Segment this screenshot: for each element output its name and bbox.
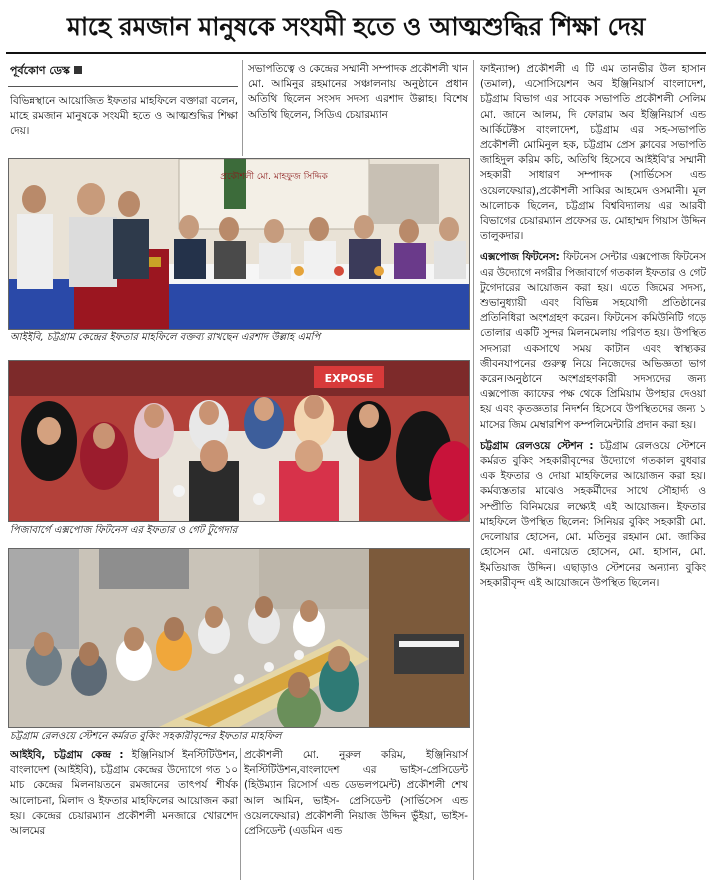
column-divider (473, 60, 474, 880)
photo-expose-fitness (8, 360, 470, 522)
expose-text: ফিটনেস সেন্টার এক্সপোজ ফিটনেস এর উদ্যোগে নগরীর পিজাবার্গে গতকাল ইফতার ও গেট টুগেদারের আয়োজন করা হয়। এতে জিমের সদস্য, শুভানুধ্যায়ী এবং বিভিন্ন সহযোগী প্রতিষ্ঠানের প্রতিনিধিরা অংশগ্রহণ করেন। ফিটনেস কমিউনিটি গড়ে তোলার একটি সুন্দর মিলনমেলায় পরিণত হয়। উপস্থিত সদস্যরা একসাথে সময় কাটান এবং স্বাস্থ্যকর জীবনযাপনের গুরুত্ব নিয়ে নিজেদের অভিজ্ঞতা ভাগ করেন।অনুষ্ঠানে অংশগ্রহণকারী সদস্যদের জন্য এক্সপোজ ক্যাফের পক্ষ থেকে প্রিমিয়াম উপহার দেওয়া হয় এবং কৃতজ্ঞতার নিদর্শন হিসেবে উপস্থিতদের জন্য ১ মাসের জিম মেম্বারশিপ কম্পলিমেন্টারি প্রদান করা হয়। (480, 251, 706, 431)
photo-ieb-iftar-image (9, 159, 469, 329)
headline-rule (6, 52, 706, 54)
lead-paragraph (10, 94, 238, 144)
photo3-caption: চট্টগ্রাম রেলওয়ে স্টেশনে কর্মরত বুকিং সহকারীবৃন্দের ইফতার মাহফিল (10, 731, 282, 742)
railway-heading: চট্টগ্রাম রেলওয়ে স্টেশন : (480, 439, 594, 452)
ieb-text: ইঞ্জিনিয়ার্স ইনস্টিটিউশন, বাংলাদেশ (আইইবি), চট্টগ্রাম কেন্দ্রের উদ্যোগে গত ১০ মাচ কেন্দ্রের মিলনায়তনে রমজানের তাৎপর্য শীর্ষক আলোচনা, মিলাদ ও ইফতার মাহফিলের আয়োজন করা হয়। কেন্দ্রের চেয়ারম্যান প্রকৌশলী মনজারে খোরশেদ আলমের (10, 749, 238, 838)
desk-text: পূর্বকোণ ডেস্ক (10, 64, 70, 77)
guests-paragraph (244, 748, 468, 882)
desk-label (10, 62, 82, 81)
lead-text: বিভিন্নস্থানে আয়োজিত ইফতার মাহফিলে বক্তারা বলেন, মাহে রমজান মানুষকে সংযমী হতে ও আত্মশুদ্ধির শিক্ষা দেয়। (10, 95, 238, 138)
ieb-paragraph (10, 748, 238, 882)
desk-rule (8, 86, 238, 87)
headline: মাহে রমজান মানুষকে সংযমী হতে ও আত্মশুদ্ধির শিক্ষা দেয় (66, 12, 646, 41)
photo-expose-fitness-image (9, 361, 469, 521)
mid-top-text: সভাপতিত্বে ও কেন্দ্রের সম্মানী সম্পাদক প্রকৌশলী খান মো. আমিনুর রহমানের সঞ্চালনায় অনুষ্ঠানে প্রধান অতিথি ছিলেন সংসদ সদস্য এরশাদ উল্লাহ। বিশেষ অতিথি ছিলেন, সিডিএ চেয়ারম্যান (248, 63, 468, 121)
ieb-heading: আইইবি, চট্টগ্রাম কেন্দ্র : (10, 749, 124, 761)
right-column (480, 62, 706, 880)
column-divider (242, 60, 243, 156)
mid-top-paragraph (248, 62, 468, 156)
right-para1: ফাইন্যান্স) প্রকৌশলী এ টি এম তানভীর উল হাসান (তমাল), এসোসিয়েশন অব ইঞ্জিনিয়ার্স বাংলাদেশ, চট্টগ্রাম বিভাগ এর সাবেক সভাপতি প্রকৌশলী সেলিম মো. জানে আলম, দি ফোরাম অব ইঞ্জিনিয়ার্স এন্ড আর্কিটেক্টস বাংলাদেশ, চট্টগ্রাম এর সহ-সভাপতি প্রকৌশলী মোমিনুল হক, চট্টগ্রাম প্রেস ক্লাবের সভাপতি জাহিদুল করিম কচি, অতিথি হিসেবে আইইবি'র সম্মানী সহকারী সাধারণ সম্পাদক (সার্ভিসেস এন্ড ওয়েলফেয়ার),প্রকৌশলী সাব্বির আহমেদ ওসমানী। মূল আলোচক ছিলেন, চট্টগ্রাম বিশ্ববিদ্যালয় এর আরবী বিভাগের চেয়ারম্যান প্রফেসর ড. মোহাম্মদ গিয়াস উদ্দিন তালুকদার। (480, 63, 706, 243)
railway-text: চট্টগ্রাম রেলওয়ে স্টেশনে কর্মরত বুকিং সহকারীবৃন্দের উদ্যোগে গতকাল বুধবার এক ইফতার ও দোয়া মাহফিলের আয়োজন করা হয়। কর্মব্যস্ততার মাঝেও সহকর্মীদের সাথে সৌহার্দ্য ও সম্প্রীতি বিনিময়ের লক্ষ্যেই এই আয়োজন। ইফতার মাহফিলে উপস্থিত ছিলেন: সিনিয়র বুকিং সহকারী মো. দেলোয়ার হোসেন, মো. মতিনুর রহমান মো. জাকির হোসেন মো. এনায়েত হোসেন, মো. হাসান, মো. ইমতিয়াজ উদ্দিন। এছাড়াও স্টেশনের অন্যান্য বুকিং সহকারীবৃন্দ এই আয়োজনে উপস্থিত ছিলেন। (480, 439, 706, 589)
photo-railway-iftar-image (9, 549, 469, 727)
expose-heading: এক্সপোজ ফিটনেস: (480, 251, 560, 264)
square-bullet-icon (74, 66, 82, 74)
column-divider (240, 748, 241, 880)
photo2-caption: পিজাবার্গে এক্সপোজ ফিটনেস এর ইফতার ও গেট টুগেদার (10, 525, 238, 536)
guests-text: প্রকৌশলী মো. নুরুল করিম, ইঞ্জিনিয়ার্স ইনস্টিটিউশন,বাংলাদেশ এর ভাইস-প্রেসিডেন্ট (হিউম্যান রিসোর্স এন্ড ডেভলপমেন্ট) প্রকৌশলী শেখ আল আমিন, ভাইস- প্রেসিডেন্ট (সার্ভিসেস এন্ড ওয়েলফেয়ার) প্রকৌশলী নিয়াজ উদ্দিন ভুঁইয়া, ভাইস-প্রেসিডেন্ট (এডমিন এন্ড (244, 749, 468, 838)
photo-railway-iftar (8, 548, 470, 728)
photo2-banner-text: EXPOSE (324, 372, 374, 385)
photo-ieb-iftar (8, 158, 470, 330)
photo1-banner-text: প্রকৌশলী মো. মাহফুজ সিদ্দিক (220, 172, 328, 182)
photo1-caption: আইইবি, চট্টগ্রাম কেন্দ্রের ইফতার মাহফিলে বক্তব্য রাখছেন এরশাদ উল্লাহ এমপি (10, 332, 321, 343)
